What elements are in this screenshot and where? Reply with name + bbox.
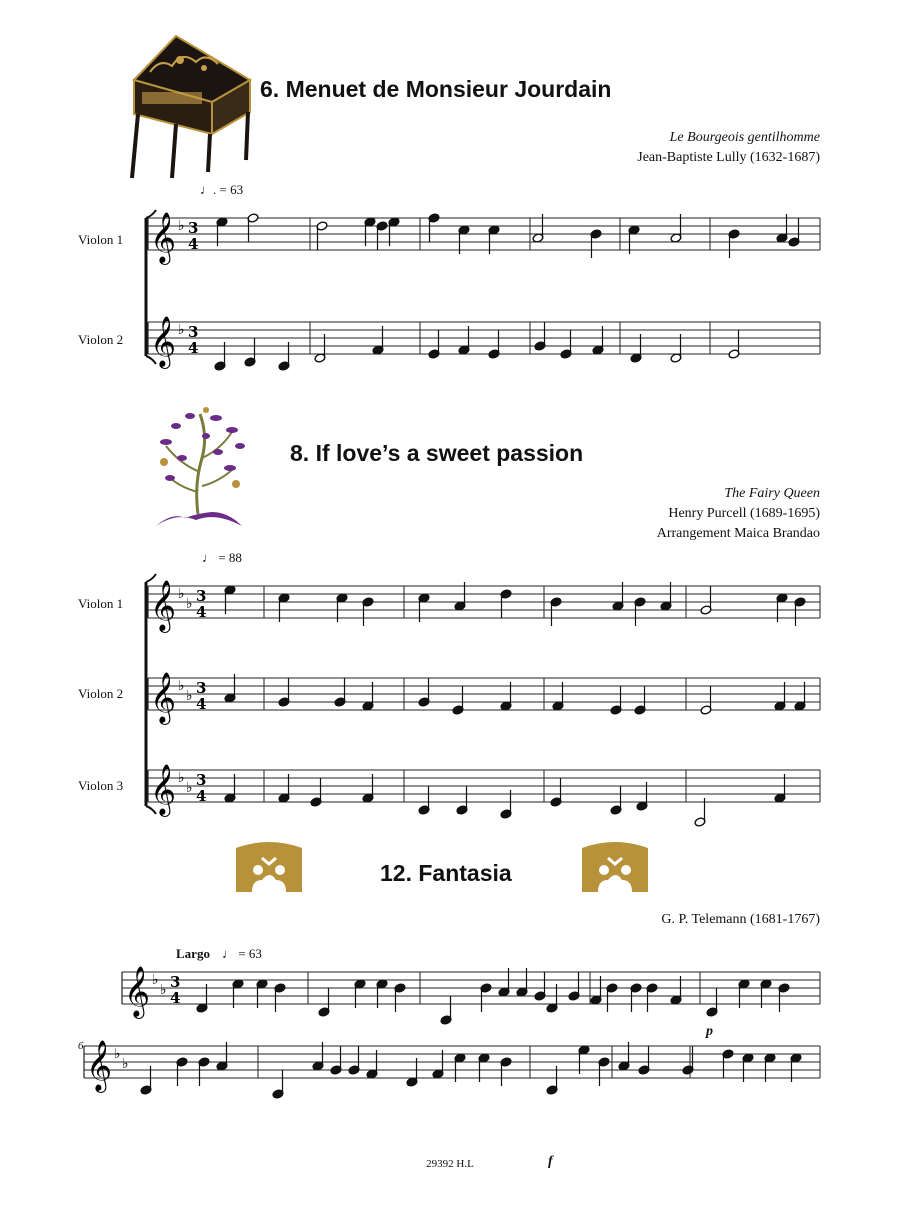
composer: Henry Purcell (1689-1695) <box>668 506 820 521</box>
time-signature: 4 <box>188 339 199 357</box>
time-signature: 4 <box>196 603 207 621</box>
instrument-label: Violon 1 <box>78 596 124 611</box>
treble-clef: 𝄞 <box>150 212 177 263</box>
violin-bridge-icon <box>232 838 306 896</box>
treble-clef: 𝄞 <box>124 966 151 1017</box>
composer: G. P. Telemann (1681-1767) <box>661 912 820 927</box>
flat-sign: ♭ <box>178 322 185 338</box>
composer: Jean-Baptiste Lully (1632-1687) <box>637 150 820 165</box>
treble-clef: 𝄞 <box>150 316 177 367</box>
page-footer: 29392 H.L <box>426 1158 474 1170</box>
treble-clef: 𝄞 <box>150 580 177 631</box>
flat-sign: ♭ <box>178 218 185 234</box>
violin-bridge-icon <box>578 838 652 896</box>
flat-sign: ♭ <box>186 596 193 612</box>
tempo-mark: ♩ = 88 <box>202 550 242 565</box>
piece-title: 12. Fantasia <box>380 860 512 886</box>
instrument-label: Violon 2 <box>78 686 124 701</box>
measure-number: 6 <box>78 1040 84 1052</box>
time-signature: 3 <box>196 679 207 697</box>
work-title: The Fairy Queen <box>724 486 820 501</box>
time-signature: 3 <box>196 771 207 789</box>
time-signature: 3 <box>188 219 199 237</box>
piece-title: 6. Menuet de Monsieur Jourdain <box>260 76 612 102</box>
instrument-label: Violon 3 <box>78 778 124 793</box>
flat-sign: ♭ <box>178 678 185 694</box>
time-signature: 4 <box>196 787 207 805</box>
flat-sign: ♭ <box>186 780 193 796</box>
instrument-label: Violon 1 <box>78 232 124 247</box>
flat-sign: ♭ <box>186 688 193 704</box>
tempo-mark: ♩. = 63 <box>200 182 244 197</box>
arranger: Arrangement Maica Brandao <box>656 526 820 541</box>
time-signature: 4 <box>196 695 207 713</box>
time-signature: 3 <box>188 323 199 341</box>
dynamic-mark: f <box>548 1154 553 1169</box>
time-signature: 4 <box>188 235 199 253</box>
instrument-label: Violon 2 <box>78 332 124 347</box>
treble-clef: 𝄞 <box>86 1040 113 1091</box>
flat-sign: ♭ <box>178 770 185 786</box>
tempo-mark: ♩ = 63 <box>222 946 262 961</box>
dynamic-mark: p <box>706 1024 713 1039</box>
flowering-tree-icon <box>146 402 256 532</box>
time-signature: 3 <box>170 973 181 991</box>
piece-title: 8. If love’s a sweet passion <box>290 440 584 466</box>
flat-sign: ♭ <box>160 982 167 998</box>
work-title: Le Bourgeois gentilhomme <box>669 130 820 145</box>
treble-clef: 𝄞 <box>150 672 177 723</box>
flat-sign: ♭ <box>178 586 185 602</box>
tempo-word: Largo <box>176 946 210 961</box>
time-signature: 3 <box>196 587 207 605</box>
flat-sign: ♭ <box>152 972 159 988</box>
time-signature: 4 <box>170 989 181 1007</box>
treble-clef: 𝄞 <box>150 764 177 815</box>
flat-sign: ♭ <box>114 1046 121 1062</box>
flat-sign: ♭ <box>122 1056 129 1072</box>
